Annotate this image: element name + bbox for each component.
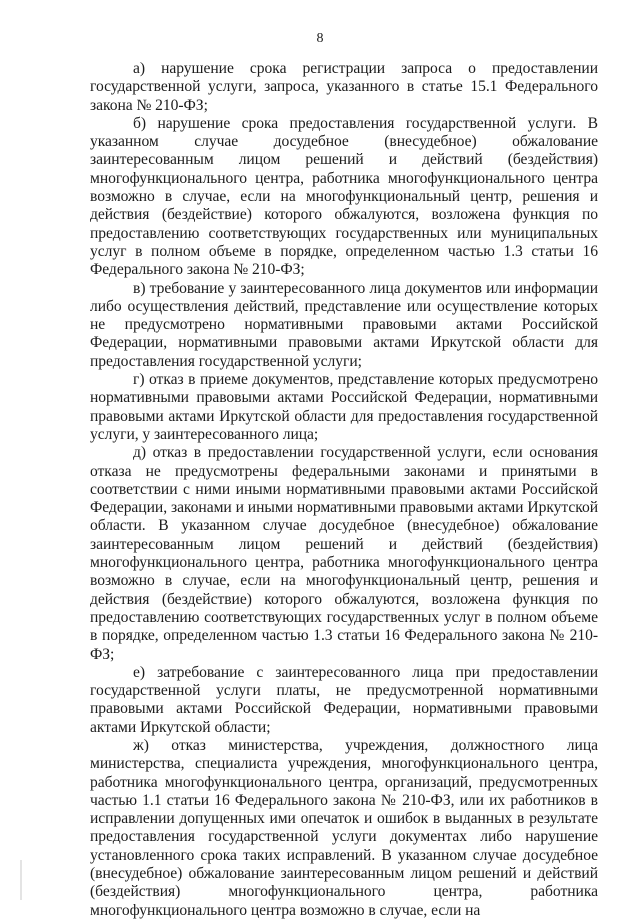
- paragraph-a: а) нарушение срока регистрации запроса о предоставлении государственной услуги, запроса, указанного в статье 15.1 Федерального закона № 210-ФЗ;: [90, 60, 598, 114]
- page-number: 8: [316, 31, 324, 46]
- paragraph-e: е) затребование с заинтересованного лица при предоставлении государственной услуги платы, не предусмотренной нормативными правовыми актами Российской Федерации, нормативными правовыми актами Иркутской области;: [90, 663, 598, 736]
- paragraph-g: г) отказ в приеме документов, представление которых предусмотрено нормативными правовыми актами Российской Федерации, нормативными правовыми актами Иркутской области для предоставления государственной услуги, у заинтересованного лица;: [90, 371, 598, 443]
- paragraph-zh: ж) отказ министерства, учреждения, должностного лица министерства, специалиста учреждения, многофункционального центра, работника многофункционального центра, организаций, предусмотренных частью 1.1 статьи 16 Федерального закона № 210-ФЗ, или их работников в исправлении допущенных ими опечаток и ошибок в выданных в результате предоставления государственной услуги документах либо нарушение установленного срока таких исправлений. В указанном случае досудебное (внесудебное) обжалование заинтересованным лицом решений и действий (бездействия) многофункционального центра, работника многофункционального центра возможно в случае, если на: [90, 736, 598, 919]
- paragraph-d: д) отказ в предоставлении государственной услуги, если основания отказа не предусмотрены федеральными законами и принятыми в соответствии с ними иными нормативными правовыми актами Российской Федерации, законами и иными нормативными правовыми актами Иркутской области. В указанном случае досудебное (внесудебное) обжалование заинтересованным лицом решений и действий (бездействия) многофункционального центра, работника многофункционального центра возможно в случае, если на многофункциональный центр, решения и действия (бездействие) которого обжалуются, возложена функция по предоставлению соответствующих государственных услуг в полном объеме в порядке, определенном частью 1.3 статьи 16 Федерального закона № 210-ФЗ;: [90, 444, 598, 663]
- paragraph-v: в) требование у заинтересованного лица документов или информации либо осуществления действий, представление или осуществление которых не предусмотрено нормативными правовыми актами Российской Федерации, нормативными правовыми актами Иркутской области для предоставления государственной услуги;: [90, 279, 598, 370]
- document-body: [90, 60, 598, 920]
- paragraph-b: б) нарушение срока предоставления государственной услуги. В указанном случае досудебное (внесудебное) обжалование заинтересованным лицом решений и действий (бездействия) многофункционального центра, работника многофункционального центра возможно в случае, если на многофункциональный центр, решения и действия (бездействие) которого обжалуются, возложена функция по предоставлению соответствующих государственных или муниципальных услуг в полном объеме в порядке, определенном частью 1.3 статьи 16 Федерального закона № 210-ФЗ;: [90, 114, 598, 279]
- scan-artifact: [20, 860, 22, 900]
